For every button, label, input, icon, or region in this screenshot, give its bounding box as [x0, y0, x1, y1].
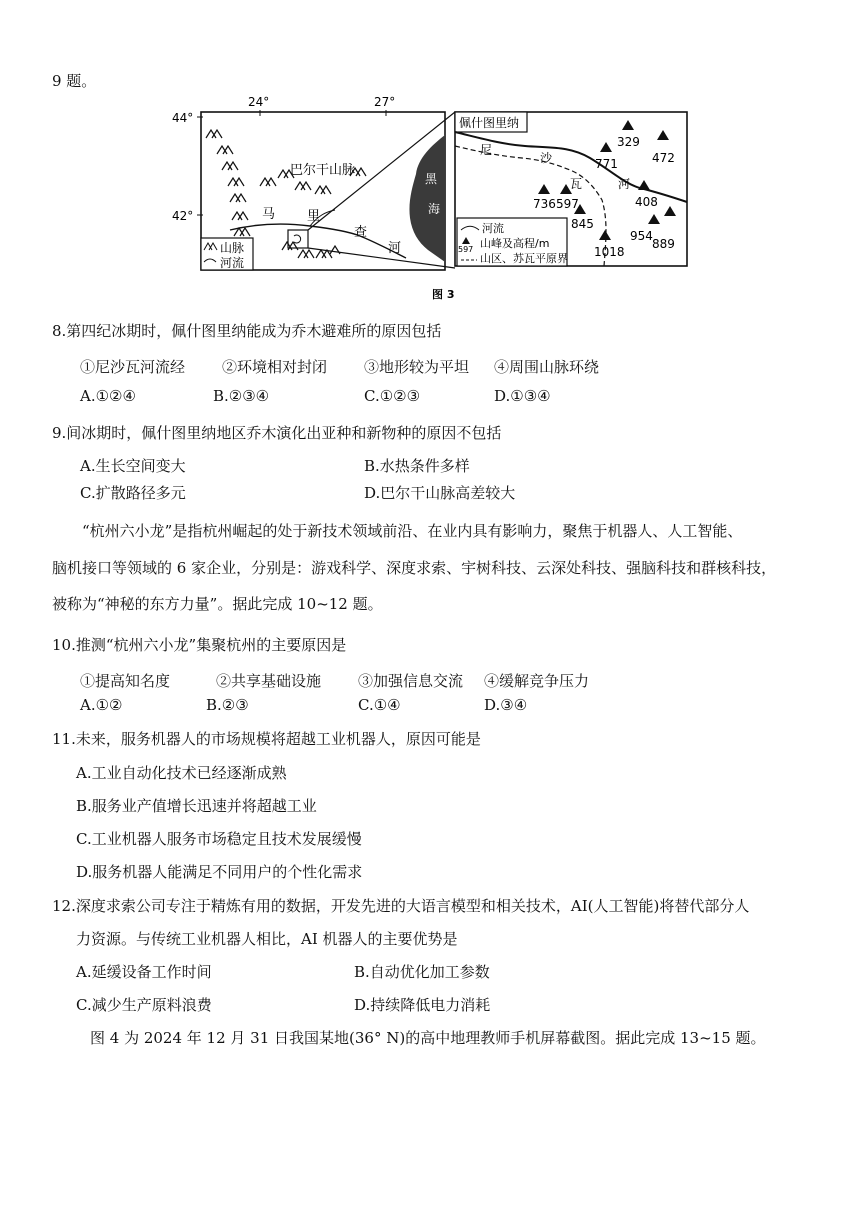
peak-472: 472: [652, 151, 675, 165]
q12-stem-line-2: 力资源。与传统工业机器人相比，AI 机器人的主要优势是: [76, 930, 458, 948]
balkan-mountains-label: 巴尔干山脉: [290, 163, 356, 178]
svg-text:河: 河: [618, 177, 631, 191]
svg-text:黑: 黑: [425, 172, 438, 186]
q12-option-c: C.减少生产原料浪费: [76, 996, 212, 1014]
q12-option-d: D.持续降低电力消耗: [354, 996, 491, 1014]
svg-text:河流: 河流: [482, 222, 504, 235]
figure-3: [170, 90, 700, 305]
svg-text:里: 里: [307, 209, 321, 224]
q8-stem: 8.第四纪冰期时，佩什图里纳能成为乔木避难所的原因包括: [52, 322, 442, 340]
peak-597: 597: [556, 197, 579, 211]
q11-option-a: A.工业自动化技术已经逐渐成熟: [76, 764, 287, 782]
q12-option-a: A.延缓设备工作时间: [76, 963, 212, 981]
q9-stem: 9.间冰期时，佩什图里纳地区乔木演化出亚种和新物种的原因不包括: [52, 424, 502, 442]
q8-statement-2: ②环境相对封闭: [222, 358, 328, 376]
svg-text:河流: 河流: [220, 256, 245, 270]
svg-text:马: 马: [262, 207, 276, 222]
svg-text:沙: 沙: [540, 151, 553, 165]
peak-954: 954: [630, 229, 653, 243]
q8-option-d: D.①③④: [494, 387, 551, 405]
q11-option-d: D.服务机器人能满足不同用户的个性化需求: [76, 863, 363, 881]
q12-option-b: B.自动优化加工参数: [354, 963, 490, 981]
q8-statement-1: ①尼沙瓦河流经: [80, 358, 186, 376]
q10-statement-4: ④缓解竞争压力: [484, 672, 590, 690]
svg-text:河: 河: [388, 241, 402, 256]
peak-1018: 1018: [594, 245, 625, 259]
lon-label-24: 24°: [248, 95, 270, 109]
svg-text:山脉: 山脉: [220, 241, 245, 255]
q8-option-a: A.①②④: [80, 387, 136, 405]
q11-option-c: C.工业机器人服务市场稳定且技术发展缓慢: [76, 830, 362, 848]
peak-889: 889: [652, 237, 675, 251]
q10-stem: 10.推测“杭州六小龙”集聚杭州的主要原因是: [52, 636, 347, 654]
black-sea: [409, 135, 445, 262]
q8-option-b: B.②③④: [213, 387, 270, 405]
q11-option-b: B.服务业产值增长迅速并将超越工业: [76, 797, 317, 815]
q10-statement-3: ③加强信息交流: [358, 672, 464, 690]
q9-option-c: C.扩散路径多元: [80, 484, 186, 502]
passage-line-2: 脑机接口等领域的 6 家企业，分别是：游戏科学、深度求索、宇树科技、云深处科技、强脑科技和群核科技，: [52, 559, 777, 577]
q12-stem-line-1: 12.深度求索公司专注于精炼有用的数据，开发先进的大语言模型和相关技术，AI(人工智能)将替代部分人: [52, 897, 750, 915]
q10-option-c: C.①④: [358, 696, 401, 714]
q9-option-d: D.巴尔干山脉高差较大: [364, 484, 516, 502]
q10-statement-1: ①提高知名度: [80, 672, 171, 690]
svg-text:山峰及高程/m: 山峰及高程/m: [480, 237, 550, 250]
q10-option-a: A.①②: [80, 696, 123, 714]
peak-408: 408: [635, 195, 658, 209]
q10-option-b: B.②③: [206, 696, 249, 714]
peak-736: 736: [533, 197, 556, 211]
passage-line-3: 被称为“神秘的东方力量”。据此完成 10~12 题。: [52, 595, 383, 613]
lat-label-44: 44°: [172, 111, 194, 125]
peak-329: 329: [617, 135, 640, 149]
q8-option-c: C.①②③: [364, 387, 421, 405]
q8-statement-4: ④周围山脉环绕: [494, 358, 600, 376]
q10-option-d: D.③④: [484, 696, 528, 714]
q9-option-b: B.水热条件多样: [364, 457, 470, 475]
svg-text:597: 597: [458, 245, 474, 254]
svg-text:山区、苏瓦平原界: 山区、苏瓦平原界: [480, 252, 568, 265]
next-section-intro: 图 4 为 2024 年 12 月 31 日我国某地(36° N)的高中地理教师手机屏幕截图。据此完成 13~15 题。: [90, 1029, 766, 1047]
svg-text:瓦: 瓦: [570, 177, 583, 191]
lon-label-27: 27°: [374, 95, 396, 109]
figure-caption: 图 3: [432, 288, 455, 301]
passage-line-1: “杭州六小龙”是指杭州崛起的处于新技术领域前沿、在业内具有影响力，聚焦于机器人、人工智能、: [82, 522, 743, 540]
q9-option-a: A.生长空间变大: [80, 457, 186, 475]
svg-text:尼: 尼: [480, 143, 493, 157]
q8-statement-3: ③地形较为平坦: [364, 358, 470, 376]
lat-label-42: 42°: [172, 209, 194, 223]
svg-text:查: 查: [354, 225, 368, 240]
q10-statement-2: ②共享基础设施: [216, 672, 322, 690]
q11-stem: 11.未来，服务机器人的市场规模将超越工业机器人，原因可能是: [52, 730, 481, 748]
svg-text:佩什图里纳: 佩什图里纳: [459, 116, 520, 130]
question-tail: 9 题。: [52, 72, 97, 90]
peak-771: 771: [595, 157, 618, 171]
peak-845: 845: [571, 217, 594, 231]
maritsa-river: [230, 224, 406, 258]
svg-text:海: 海: [428, 202, 441, 216]
